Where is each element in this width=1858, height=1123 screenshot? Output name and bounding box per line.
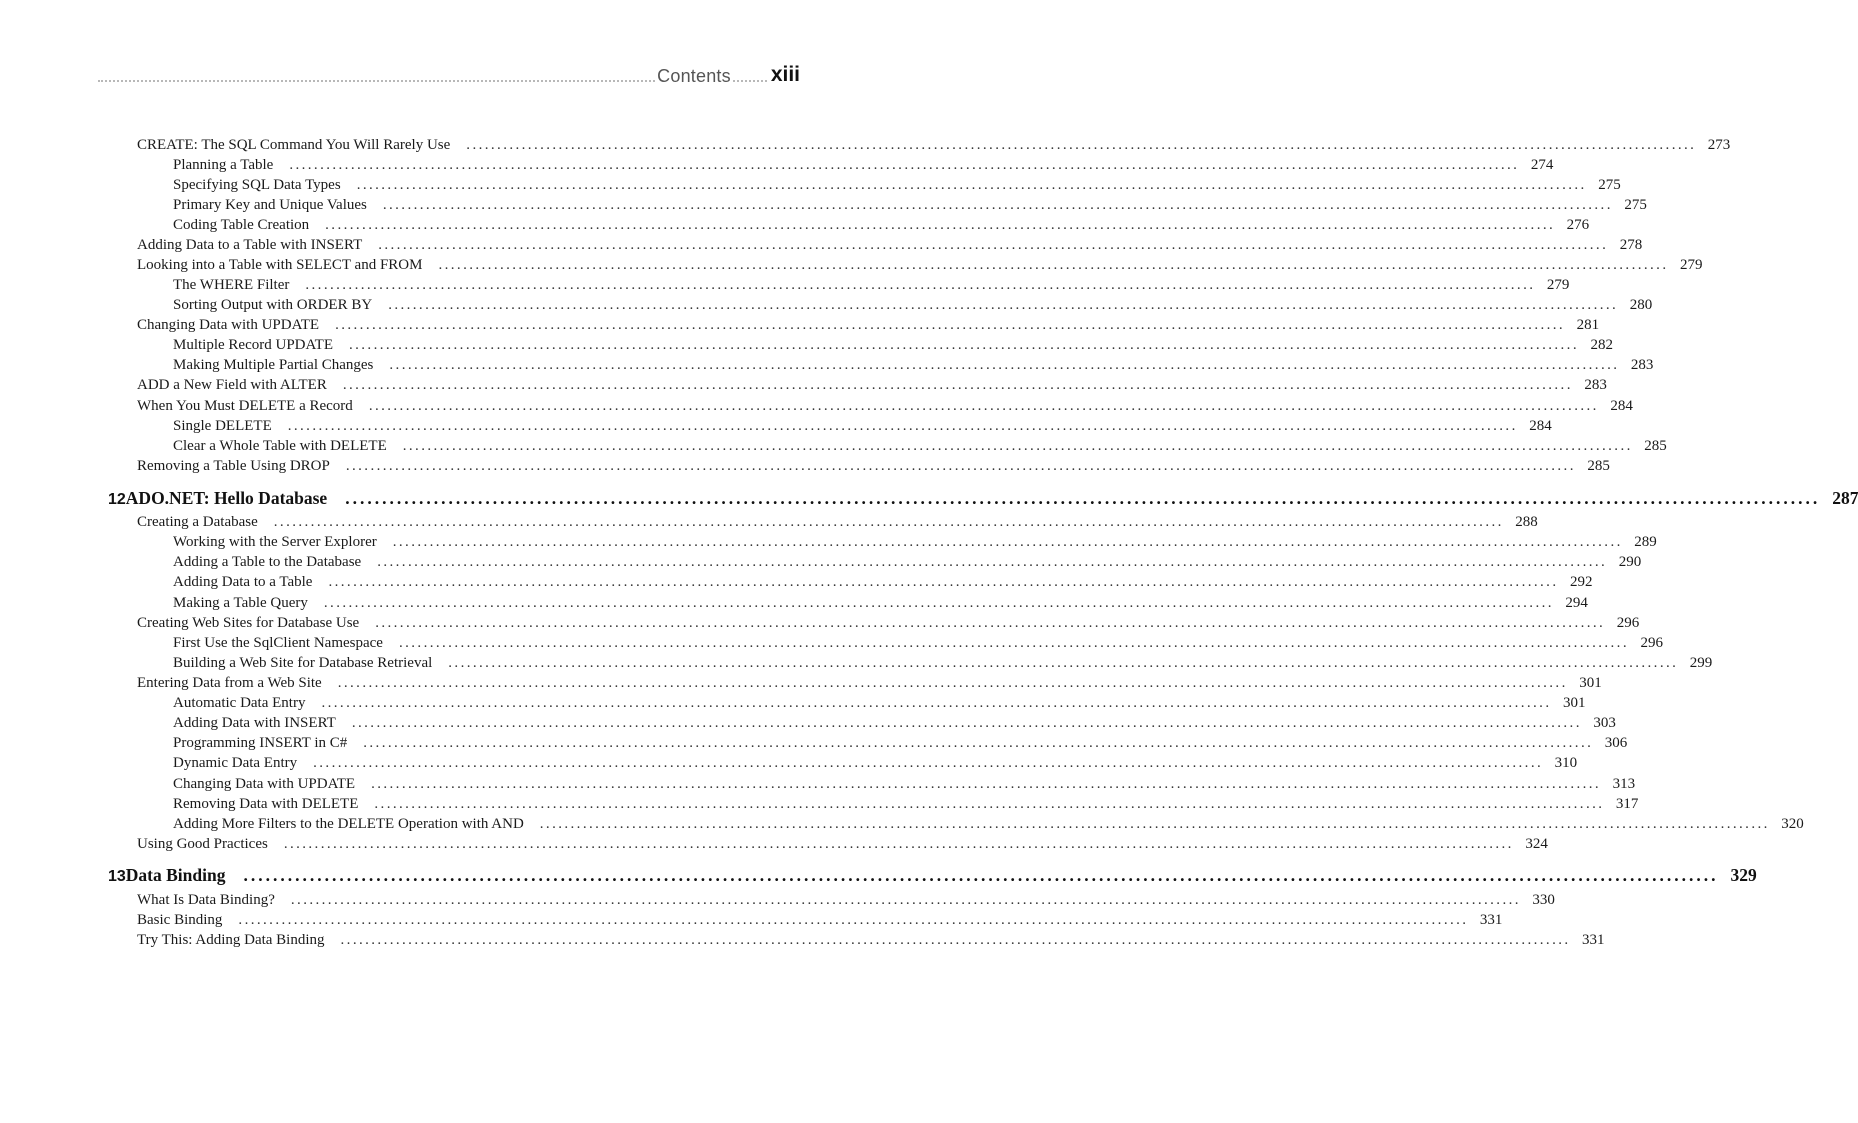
dot-leader: ........................................................................................................................................................................................................	[345, 458, 1576, 474]
toc-entry-page: 331	[1582, 932, 1605, 948]
toc-entry-title: Changing Data with UPDATE	[173, 776, 356, 792]
toc-entry-title: Removing Data with DELETE	[173, 796, 359, 812]
toc-entry-title: Creating a Database	[137, 514, 258, 530]
toc-entry-title: Programming INSERT in C#	[173, 735, 348, 751]
toc-entry-page: 275	[1624, 197, 1647, 213]
dot-leader: ........................................................................................................................................................................................................	[345, 488, 1821, 508]
dot-leader: ........................................................................................................................................................................................................	[340, 932, 1571, 948]
toc-subentry	[173, 594, 1588, 612]
toc-entry-title: Multiple Record UPDATE	[173, 337, 333, 353]
toc-entry-page: 276	[1566, 217, 1590, 233]
toc-entry-page: 294	[1565, 595, 1588, 611]
chapter-number: 12	[108, 491, 126, 508]
dot-leader: ........................................................................................................................................................................................................	[368, 398, 1599, 414]
toc-entry-page: 313	[1612, 776, 1636, 792]
toc-entry	[137, 236, 1643, 254]
toc-subentry	[173, 754, 1578, 772]
toc-entry	[137, 376, 1607, 394]
toc-entry-title: Primary Key and Unique Values	[173, 197, 367, 213]
toc-entry	[137, 136, 1731, 154]
toc-chapter-13	[108, 864, 1757, 888]
toc-entry-title: Looking into a Table with SELECT and FROM	[137, 257, 423, 273]
dot-leader: ........................................................................................................................................................................................................	[351, 715, 1582, 731]
dot-leader: ........................................................................................................................................................................................................	[382, 197, 1613, 213]
dot-leader: ........................................................................................................................................................................................................	[392, 534, 1623, 550]
toc-entry-title: Making a Table Query	[173, 595, 308, 611]
toc-entry-title: Specifying SQL Data Types	[173, 177, 341, 193]
toc-entry-title: Adding Data with INSERT	[173, 715, 336, 731]
toc-entry-title: Making Multiple Partial Changes	[173, 357, 374, 373]
toc-subentry	[173, 216, 1590, 234]
toc-entry-title: Using Good Practices	[137, 836, 268, 852]
dot-leader: ........................................................................................................................................................................................................	[335, 317, 1566, 333]
toc-subentry	[173, 694, 1586, 712]
toc-entry-title: Clear a Whole Table with DELETE	[173, 438, 387, 454]
dot-leader: ........................................................................................................................................................................................................	[448, 655, 1679, 671]
toc-subentry	[173, 714, 1616, 732]
toc-subentry	[173, 734, 1628, 752]
header-dotted-leader	[733, 80, 767, 82]
toc-entry-title: Try This: Adding Data Binding	[137, 932, 325, 948]
toc-entry-title: Adding Data to a Table	[173, 574, 313, 590]
toc-entry-page: 331	[1479, 912, 1503, 928]
toc-entry-title: When You Must DELETE a Record	[137, 398, 353, 414]
toc-chapter-12	[108, 487, 1858, 511]
dot-leader: ........................................................................................................................................................................................................	[402, 438, 1633, 454]
toc-entry	[137, 513, 1538, 531]
toc-entry-title: Single DELETE	[173, 418, 272, 434]
dot-leader: ........................................................................................................................................................................................................	[283, 836, 1514, 852]
toc-entry-page: 299	[1689, 655, 1713, 671]
dot-leader: ........................................................................................................................................................................................................	[389, 357, 1620, 373]
toc-subentry	[173, 815, 1804, 833]
dot-leader: ........................................................................................................................................................................................................	[539, 816, 1770, 832]
toc-entry-page: 301	[1579, 675, 1602, 691]
header-section-title: Contents	[657, 66, 731, 86]
dot-leader: ........................................................................................................................................................................................................	[466, 137, 1697, 153]
toc-subentry	[173, 553, 1642, 571]
toc-entry-title: Working with the Server Explorer	[173, 534, 377, 550]
toc-entry-title: ADD a New Field with ALTER	[137, 377, 327, 393]
toc-entry-page: 284	[1529, 418, 1552, 434]
toc-entry-title: Dynamic Data Entry	[173, 755, 298, 771]
toc-entry-page: 285	[1644, 438, 1667, 454]
toc-subentry	[173, 336, 1613, 354]
chapter-number: 13	[108, 868, 126, 885]
toc-entry-title: Removing a Table Using DROP	[137, 458, 330, 474]
dot-leader: ........................................................................................................................................................................................................	[328, 574, 1559, 590]
toc-entry-page: 283	[1630, 357, 1654, 373]
dot-leader: ........................................................................................................................................................................................................	[321, 695, 1552, 711]
header-page-number: xiii	[770, 63, 800, 86]
toc-entry-page: 296	[1616, 615, 1640, 631]
dot-leader: ........................................................................................................................................................................................................	[290, 892, 1521, 908]
toc-entry-page: 281	[1576, 317, 1600, 333]
toc-subentry	[173, 775, 1636, 793]
toc-entry-page: 296	[1640, 635, 1663, 651]
dot-leader: ........................................................................................................................................................................................................	[348, 337, 1579, 353]
toc-subentry	[173, 417, 1552, 435]
toc-entry-title: Creating Web Sites for Database Use	[137, 615, 360, 631]
toc-entry-page: 284	[1610, 398, 1633, 414]
toc-entry-page: 280	[1629, 297, 1653, 313]
toc-entry-page: 273	[1707, 137, 1731, 153]
dot-leader: ........................................................................................................................................................................................................	[305, 277, 1536, 293]
toc-entry-title: Adding More Filters to the DELETE Operation with AND	[173, 816, 524, 832]
toc-entry-title: First Use the SqlClient Namespace	[173, 635, 383, 651]
chapter-title: Data Binding	[125, 865, 226, 885]
toc-subentry	[173, 533, 1657, 551]
toc-entry-title: The WHERE Filter	[173, 277, 290, 293]
dot-leader: ........................................................................................................................................................................................................	[342, 377, 1573, 393]
toc-subentry	[173, 795, 1639, 813]
dot-leader: ........................................................................................................................................................................................................	[377, 554, 1608, 570]
dot-leader: ........................................................................................................................................................................................................	[323, 595, 1554, 611]
toc-entry-page: 310	[1554, 755, 1578, 771]
toc-entry-page: 289	[1634, 534, 1657, 550]
toc-entry	[137, 835, 1548, 853]
toc-subentry	[173, 276, 1570, 294]
dot-leader: ........................................................................................................................................................................................................	[374, 796, 1605, 812]
running-header	[98, 60, 800, 86]
toc-entry-title: Planning a Table	[173, 157, 274, 173]
toc-entry-page: 301	[1562, 695, 1586, 711]
toc-subentry	[173, 156, 1554, 174]
toc-entry	[137, 316, 1600, 334]
toc-entry-page: 303	[1593, 715, 1616, 731]
toc-entry-page: 317	[1615, 796, 1639, 812]
toc-entry	[137, 457, 1610, 475]
toc-entry-title: What Is Data Binding?	[137, 892, 275, 908]
toc-entry-page: 279	[1546, 277, 1570, 293]
toc-entry-page: 282	[1590, 337, 1613, 353]
toc-entry-page: 324	[1525, 836, 1548, 852]
chapter-page: 329	[1730, 865, 1757, 885]
toc-subentry	[173, 634, 1663, 652]
toc-subentry	[173, 296, 1653, 314]
toc-entry-title: Automatic Data Entry	[173, 695, 306, 711]
dot-leader: ........................................................................................................................................................................................................	[289, 157, 1520, 173]
toc-entry-page: 285	[1587, 458, 1610, 474]
toc-subentry	[173, 654, 1713, 672]
toc-entry	[137, 674, 1602, 692]
dot-leader: ........................................................................................................................................................................................................	[287, 418, 1518, 434]
header-dotted-rule	[98, 80, 655, 82]
dot-leader: ........................................................................................................................................................................................................	[371, 776, 1602, 792]
dot-leader: ........................................................................................................................................................................................................	[398, 635, 1629, 651]
dot-leader: ........................................................................................................................................................................................................	[313, 755, 1544, 771]
toc-entry	[137, 891, 1555, 909]
dot-leader: ........................................................................................................................................................................................................	[378, 237, 1609, 253]
toc-entry-title: Adding a Table to the Database	[173, 554, 362, 570]
chapter-title: ADO.NET: Hello Database	[125, 488, 328, 508]
toc-entry-page: 306	[1604, 735, 1628, 751]
toc-entry-page: 290	[1618, 554, 1642, 570]
toc-entry-page: 279	[1679, 257, 1703, 273]
toc-entry	[137, 256, 1703, 274]
toc-entry-title: Entering Data from a Web Site	[137, 675, 322, 691]
dot-leader: ........................................................................................................................................................................................................	[375, 615, 1606, 631]
toc-subentry	[173, 573, 1593, 591]
toc-entry	[137, 397, 1633, 415]
toc-entry-page: 274	[1530, 157, 1554, 173]
toc-entry	[137, 931, 1605, 949]
toc-entry-page: 320	[1781, 816, 1804, 832]
dot-leader: ........................................................................................................................................................................................................	[337, 675, 1568, 691]
chapter-page: 287	[1832, 488, 1858, 508]
toc-entry-page: 278	[1619, 237, 1643, 253]
toc-entry	[137, 614, 1640, 632]
toc-subentry	[173, 196, 1647, 214]
toc-subentry	[173, 437, 1667, 455]
dot-leader: ........................................................................................................................................................................................................	[273, 514, 1504, 530]
toc-entry-page: 292	[1569, 574, 1593, 590]
toc-entry-page: 275	[1598, 177, 1621, 193]
dot-leader: ........................................................................................................................................................................................................	[388, 297, 1619, 313]
dot-leader: ........................................................................................................................................................................................................	[438, 257, 1669, 273]
toc-entry-title: Sorting Output with ORDER BY	[173, 297, 373, 313]
toc-entry-title: Adding Data to a Table with INSERT	[137, 237, 363, 253]
dot-leader: ........................................................................................................................................................................................................	[243, 865, 1719, 885]
toc-entry-title: Coding Table Creation	[173, 217, 310, 233]
dot-leader: ........................................................................................................................................................................................................	[325, 217, 1556, 233]
toc-entry-page: 330	[1532, 892, 1555, 908]
toc-subentry	[173, 176, 1621, 194]
toc-entry-title: Building a Web Site for Database Retrieval	[173, 655, 433, 671]
toc-entry	[137, 911, 1503, 929]
toc-entry-page: 283	[1584, 377, 1607, 393]
toc-entry-title: CREATE: The SQL Command You Will Rarely Use	[137, 137, 451, 153]
toc-entry-title: Changing Data with UPDATE	[137, 317, 320, 333]
dot-leader: ........................................................................................................................................................................................................	[363, 735, 1594, 751]
toc-entry-title: Basic Binding	[137, 912, 223, 928]
dot-leader: ........................................................................................................................................................................................................	[356, 177, 1587, 193]
toc-subentry	[173, 356, 1654, 374]
dot-leader: ........................................................................................................................................................................................................	[238, 912, 1469, 928]
toc-entry-page: 288	[1515, 514, 1538, 530]
